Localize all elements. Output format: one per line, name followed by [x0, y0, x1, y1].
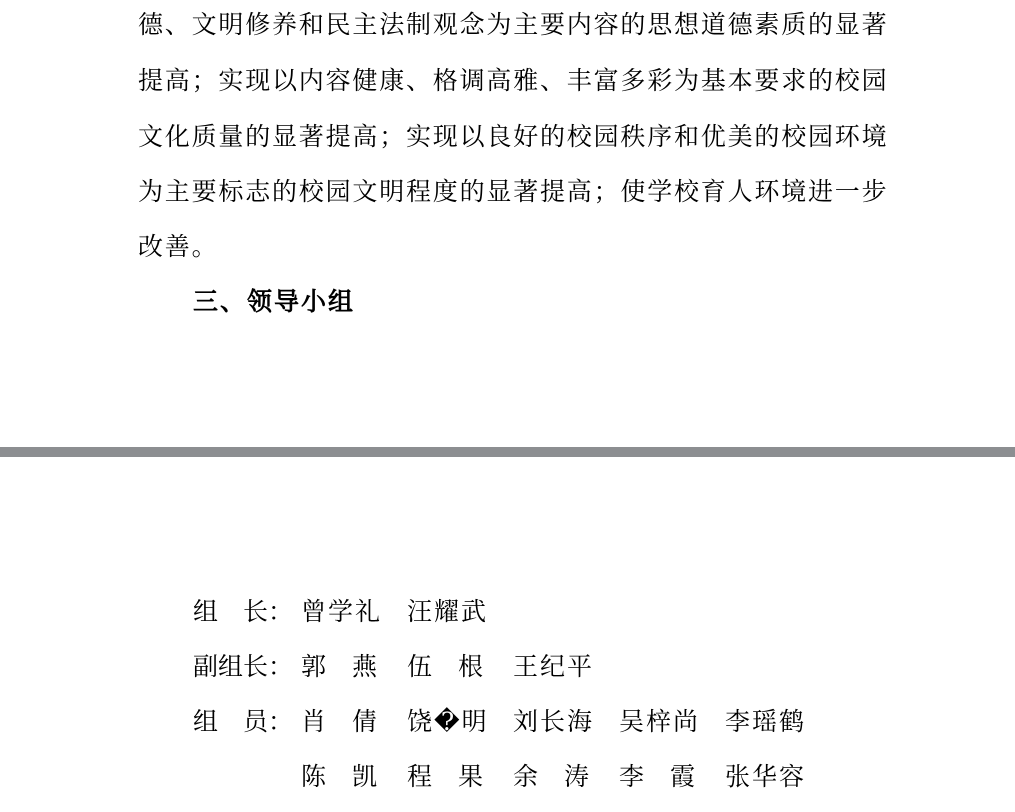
member-name: 饶�明	[407, 707, 489, 736]
deputy-name: 王纪平	[513, 652, 595, 681]
deputy-name: 伍根	[407, 652, 510, 681]
leader-row	[193, 597, 893, 627]
member-row-1	[193, 707, 913, 737]
member-name: 李瑶鹤	[725, 707, 807, 736]
member-name: 张华容	[725, 762, 807, 791]
leader-label: 组 长：	[193, 597, 294, 626]
paragraph-line-2: 提高；实现以内容健康、格调高雅、丰富多彩为基本要求的校园	[138, 66, 889, 95]
member-name: 李霞	[619, 762, 722, 791]
document-page-bottom	[0, 457, 1015, 812]
paragraph-line-4: 为主要标志的校园文明程度的显著提高；使学校育人环境进一步	[138, 177, 889, 206]
paragraph-line-1: 德、文明修养和民主法制观念为主要内容的思想道德素质的显著	[138, 10, 889, 39]
page-separator	[0, 447, 1015, 457]
section-heading: 三、领导小组	[193, 287, 356, 316]
member-name: 陈凯	[301, 762, 404, 791]
deputy-name: 郭燕	[301, 652, 404, 681]
member-label: 组 员：	[193, 707, 294, 736]
paragraph-line-3: 文化质量的显著提高；实现以良好的校园秩序和优美的校园环境	[138, 122, 889, 151]
deputy-label: 副组长：	[193, 652, 294, 681]
paragraph-line-5: 改善。	[138, 232, 219, 261]
member-name: 刘长海	[513, 707, 595, 736]
member-name: 吴梓尚	[619, 707, 701, 736]
member-name: 余涛	[513, 762, 616, 791]
member-name: 程果	[407, 762, 510, 791]
leader-name: 曾学礼	[301, 597, 383, 626]
leader-name: 汪耀武	[407, 597, 489, 626]
member-name: 肖倩	[301, 707, 404, 736]
member-row-2	[193, 762, 913, 792]
deputy-row	[193, 652, 893, 682]
